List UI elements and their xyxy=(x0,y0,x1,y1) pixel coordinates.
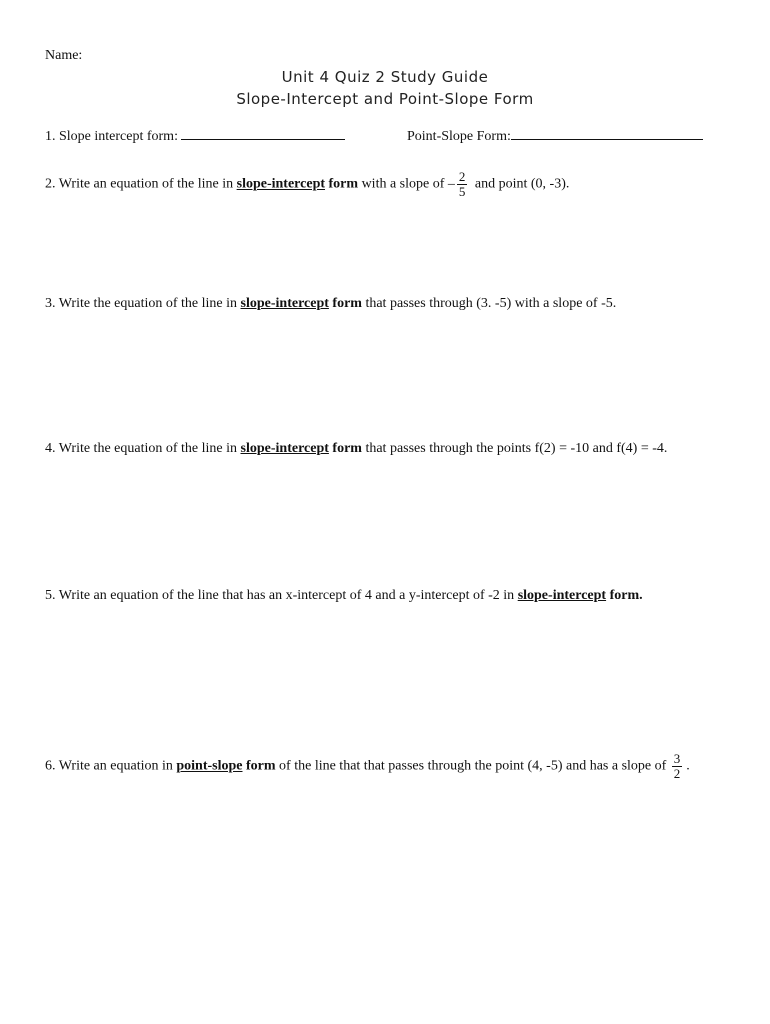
question-4-suffix: that passes through the points f(2) = -10 and f(4) = -4. xyxy=(365,441,668,456)
fraction-denominator: 5 xyxy=(458,184,466,199)
question-6-prefix: 6. Write an equation in xyxy=(45,758,173,774)
question-3-form: form xyxy=(332,296,362,311)
fraction-numerator: 3 xyxy=(673,751,681,766)
question-5 xyxy=(45,586,720,605)
question-4-emphasis: slope-intercept xyxy=(240,441,329,456)
question-2-suffix: and point (0, -3). xyxy=(474,176,570,192)
question-6 xyxy=(45,752,720,781)
point-slope-form-field xyxy=(407,127,703,145)
question-2-prefix: 2. Write an equation of the line in xyxy=(45,176,234,192)
point-slope-label: Point-Slope Form: xyxy=(407,129,511,144)
question-1 xyxy=(45,127,345,145)
question-5-emphasis: slope-intercept xyxy=(517,588,607,603)
page-title: Unit 4 Quiz 2 Study Guide xyxy=(281,68,489,86)
question-4-prefix: 4. Write the equation of the line in xyxy=(45,441,238,456)
name-label: Name: xyxy=(45,48,83,63)
question-3-prefix: 3. Write the equation of the line in xyxy=(45,296,238,311)
question-3-emphasis: slope-intercept xyxy=(240,296,329,311)
question-1-text: 1. Slope intercept form: xyxy=(45,129,178,144)
question-6-form: form xyxy=(246,758,276,774)
question-5-form: form. xyxy=(609,588,643,603)
question-3 xyxy=(45,294,720,313)
question-6-middle: of the line that that passes through the point (4, -5) and has a slope of xyxy=(279,758,667,774)
question-4-form: form xyxy=(332,441,362,456)
page-subtitle: Slope-Intercept and Point-Slope Form xyxy=(236,90,534,108)
fraction-numerator: 2 xyxy=(458,169,466,184)
question-2-emphasis: slope-intercept xyxy=(236,176,326,192)
question-5-prefix: 5. Write an equation of the line that has an x-intercept of 4 and a y-intercept of -2 in xyxy=(45,588,515,603)
question-2-form: form xyxy=(328,176,359,192)
question-2-middle: with a slope of xyxy=(361,176,445,192)
question-2-sign: – xyxy=(447,176,455,192)
question-6-suffix: . xyxy=(686,758,690,774)
question-6-emphasis: point-slope xyxy=(176,758,243,774)
question-2 xyxy=(45,170,720,199)
slope-intercept-answer-blank[interactable] xyxy=(181,127,345,140)
fraction-denominator: 2 xyxy=(673,766,681,781)
question-2-fraction xyxy=(457,170,468,199)
question-3-suffix: that passes through (3. -5) with a slope of -5. xyxy=(365,296,617,311)
point-slope-answer-blank[interactable] xyxy=(511,127,703,140)
question-6-fraction xyxy=(672,752,683,781)
question-4 xyxy=(45,439,720,458)
